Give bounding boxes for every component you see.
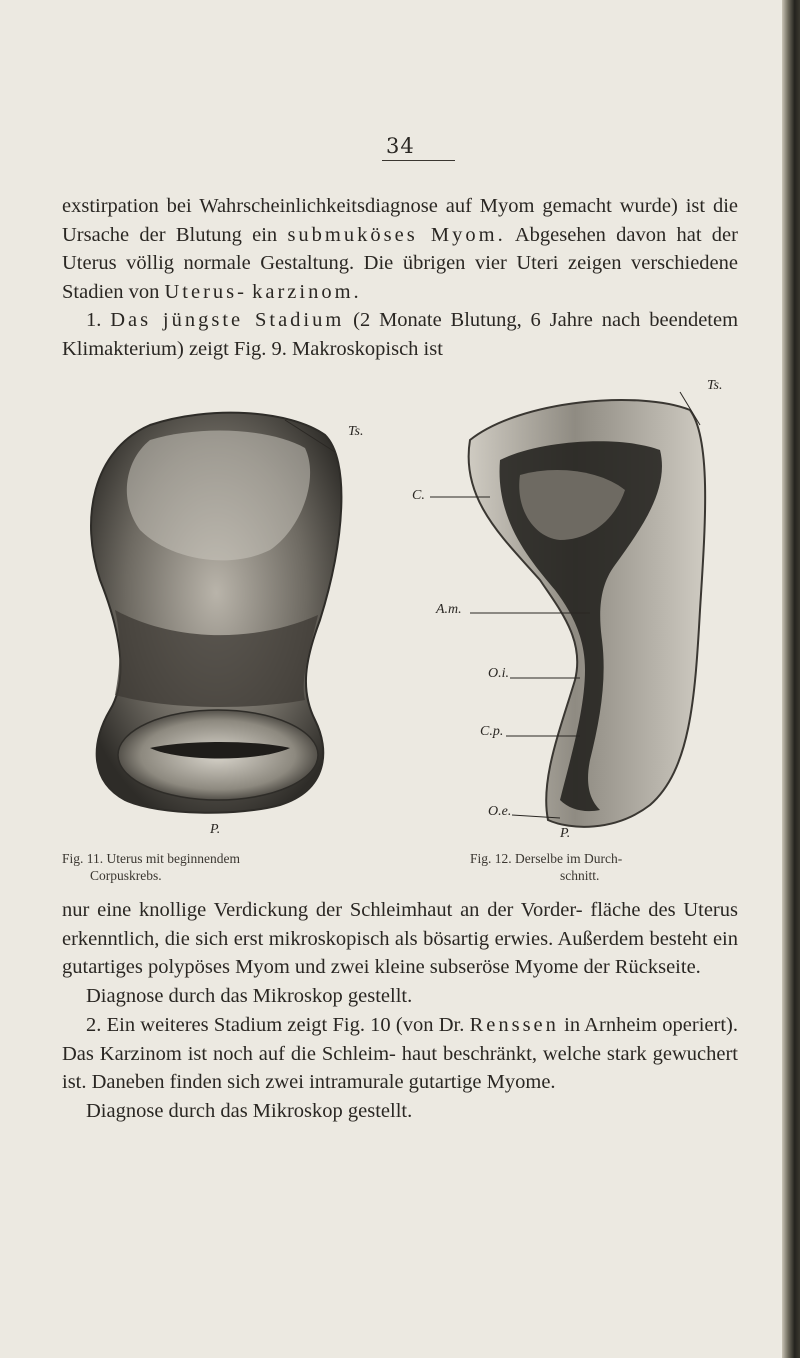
- fig-12-caption-line-1: Fig. 12. Derselbe im Durch-: [470, 851, 623, 866]
- fig-12-caption-line-2: schnitt.: [560, 868, 600, 883]
- p1-number: 1.: [86, 309, 111, 331]
- page-number: 34: [382, 134, 455, 161]
- p1-spaced-heading: Das jüngste Stadium: [110, 309, 345, 331]
- text-line-2b-spaced: submuköses Myom.: [287, 223, 506, 246]
- p2-line-3: haut beschränkt, welche stark gewuchert ist. Daneben finden: [62, 1042, 738, 1094]
- fig-11-label-ts: Ts.: [348, 424, 364, 439]
- fig-12-caption: [470, 850, 622, 884]
- text-line-2a: wurde) ist die Ursache der Blutung ein: [62, 195, 739, 246]
- text-line-4b-spaced: Uterus-: [164, 280, 247, 303]
- b-line-2: fläche des Uterus erkenntlich, die sich erst mikroskopisch als: [62, 899, 738, 950]
- text-line-3: Abgesehen davon hat der Uterus völlig normale Gestaltung. Die: [62, 223, 738, 274]
- fig-11-label-p: P.: [210, 822, 221, 837]
- p2-line-2: in Arnheim operiert). Das Karzinom ist noch auf die Schleim-: [62, 1013, 738, 1065]
- b-line-1: nur eine knollige Verdickung der Schleimhaut an der Vorder-: [62, 899, 583, 921]
- fig-12-section: [430, 392, 705, 827]
- b-line-4: und zwei kleine subseröse Myome der Rückseite.: [294, 956, 701, 979]
- text-block-top: [62, 192, 738, 363]
- paragraph-2: [62, 1011, 738, 1097]
- text-line-4a: übrigen vier Uteri zeigen verschiedene Stadien von: [62, 252, 738, 303]
- fig-12-label-cp: C.p.: [480, 724, 504, 739]
- b-line-3: bösartig erwies. Außerdem besteht ein gutartiges polypöses Myom: [62, 927, 738, 979]
- p2-name-spaced: Renssen: [469, 1013, 559, 1036]
- text-line-1: exstirpation bei Wahrscheinlichkeitsdiagnose auf Myom gemacht: [62, 195, 612, 217]
- fig-11-caption-line-2: Corpuskrebs.: [90, 868, 162, 883]
- fig-12-label-oe: O.e.: [488, 804, 512, 819]
- fig-12-label-ts: Ts.: [707, 378, 723, 393]
- fig-12-label-c: C.: [412, 488, 425, 503]
- fig-11-uterus: [91, 413, 341, 813]
- fig-12-label-oi: O.i.: [488, 666, 509, 681]
- text-line: [62, 192, 738, 306]
- fig-11-caption-line-1: Fig. 11. Uterus mit beginnendem: [62, 851, 240, 866]
- p2-start: 2. Ein weiteres Stadium zeigt Fig. 10 (von Dr.: [86, 1013, 470, 1036]
- diagnosis-2: Diagnose durch das Mikroskop gestellt.: [86, 1099, 413, 1122]
- figure-area: [0, 380, 790, 890]
- fig-12-label-p: P.: [560, 826, 571, 841]
- text-block-bottom: [62, 896, 738, 1126]
- p1-line-2: nach beendetem Klimakterium) zeigt Fig. 9. Makroskopisch ist: [62, 309, 739, 360]
- p1-rest: (2 Monate Blutung, 6 Jahre: [344, 309, 593, 331]
- p2-line-4: sich zwei intramurale gutartige Myome.: [227, 1071, 556, 1094]
- fig-12-label-am: A.m.: [436, 602, 462, 617]
- text-line-5-spaced: karzinom.: [252, 280, 362, 303]
- fig-11-caption: [62, 850, 240, 884]
- paragraph-1-continued: [62, 896, 738, 982]
- diagnosis-1: Diagnose durch das Mikroskop gestellt.: [86, 985, 413, 1008]
- figures-illustration: [0, 380, 790, 890]
- paragraph-1: [62, 306, 738, 363]
